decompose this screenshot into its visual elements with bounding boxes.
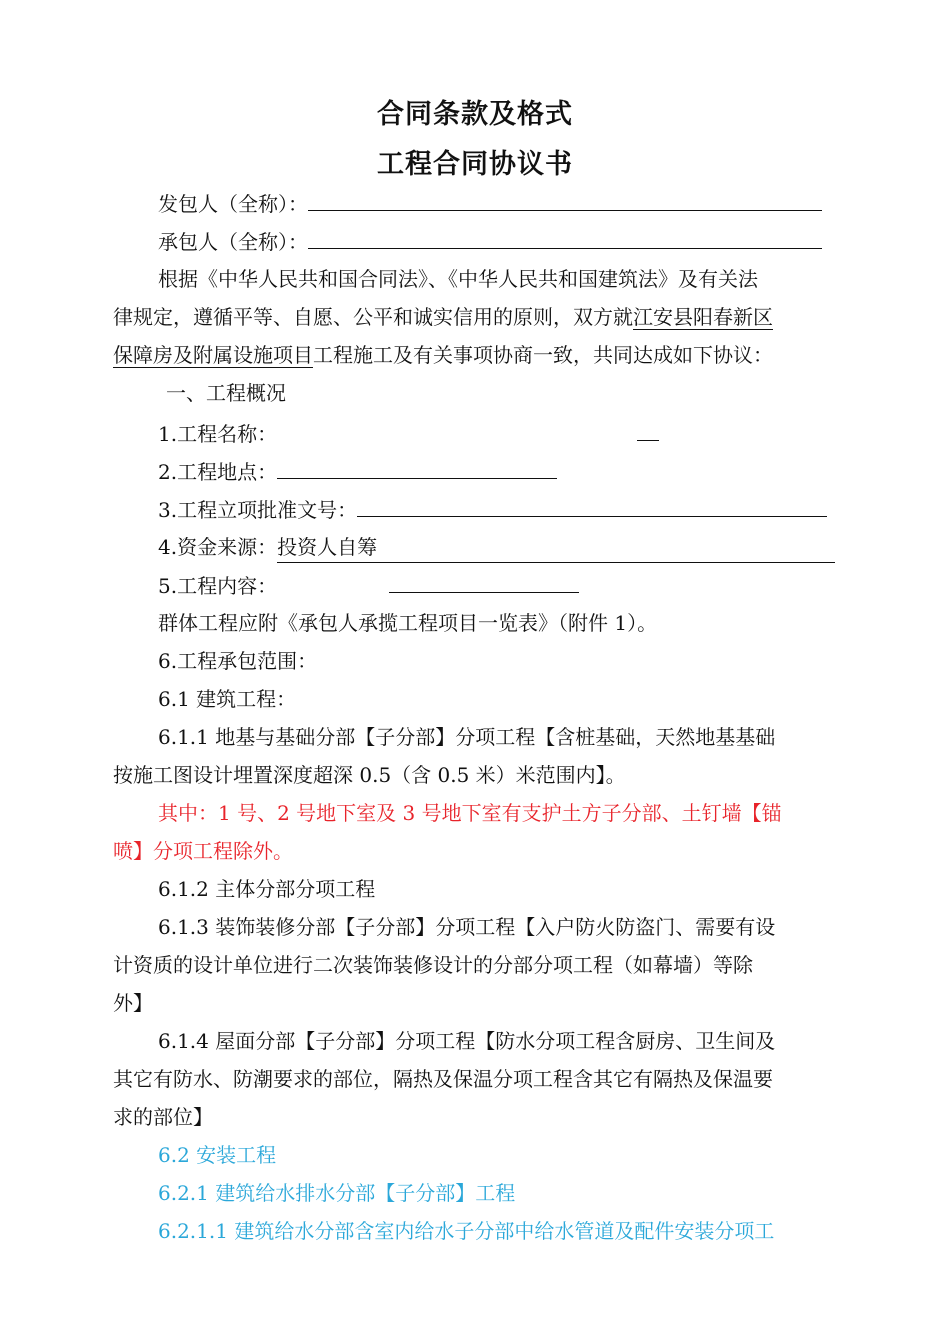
red-note-line2: 喷】分项工程除外。 <box>113 839 293 863</box>
item-label: 5.工程内容： <box>158 574 278 598</box>
clause-6-2-1-1: 6.2.1.1 建筑给水分部含室内给水子分部中给水管道及配件安装分项工 <box>158 1219 775 1243</box>
item-label: 2.工程地点： <box>158 460 278 484</box>
employer-line <box>158 188 878 219</box>
clause-6-1-2: 6.1.2 主体分部分项工程 <box>158 877 376 901</box>
clause-6-1-1-line1: 6.1.1 地基与基础分部【子分部】分项工程【含桩基础，天然地基基础 <box>158 725 776 749</box>
clause-6-2-1: 6.2.1 建筑给水排水分部【子分部】工程 <box>158 1181 516 1205</box>
clause-6-1: 6.1 建筑工程： <box>158 687 297 711</box>
clause-6-1-4-line2: 其它有防水、防潮要求的部位，隔热及保温分项工程含其它有隔热及保温要 <box>113 1067 773 1091</box>
clause-6-1-1-line2: 按施工图设计埋置深度超深 0.5（含 0.5 米）米范围内】。 <box>113 763 626 787</box>
item-label: 1.工程名称： <box>158 422 278 446</box>
item-project-location <box>158 456 878 487</box>
intro-line-3 <box>113 340 873 370</box>
item-approval-number <box>158 494 878 525</box>
item-label: 4.资金来源： <box>158 535 278 559</box>
contractor-label: 承包人（全称）： <box>158 230 308 254</box>
intro-text-end: 工程施工及有关事项协商一致，共同达成如下协议： <box>313 343 773 367</box>
approval-blank <box>357 494 827 517</box>
red-note-line1: 其中：1 号、2 号地下室及 3 号地下室有支护土方子分部、土钉墙【锚 <box>158 801 782 825</box>
contractor-line <box>158 226 878 257</box>
section-heading: 一、工程概况 <box>166 381 286 405</box>
clause-6-1-4-line1: 6.1.4 屋面分部【子分部】分项工程【防水分项工程含厨房、卫生间及 <box>158 1029 776 1053</box>
employer-blank <box>308 188 822 211</box>
project-name-part1: 江安县阳春新区 <box>633 305 773 329</box>
item-funding-source <box>158 532 878 563</box>
item-scope: 6.工程承包范围： <box>158 649 318 673</box>
item-project-name <box>158 418 878 449</box>
group-note: 群体工程应附《承包人承揽工程项目一览表》（附件 1）。 <box>158 611 658 635</box>
funding-value: 投资人自筹 <box>277 532 835 563</box>
intro-line-1: 根据《中华人民共和国合同法》、《中华人民共和国建筑法》及有关法 <box>158 267 758 291</box>
clause-6-1-3-line2: 计资质的设计单位进行二次装饰装修设计的分部分项工程（如幕墙）等除 <box>113 953 753 977</box>
project-name-part2: 保障房及附属设施项目 <box>113 343 313 367</box>
clause-6-1-3-line3: 外】 <box>113 991 153 1015</box>
employer-label: 发包人（全称）： <box>158 192 308 216</box>
intro-text: 律规定，遵循平等、自愿、公平和诚实信用的原则，双方就 <box>113 305 633 329</box>
content-blank <box>389 570 579 593</box>
doc-subtitle: 工程合同协议书 <box>377 149 573 180</box>
clause-6-1-3-line1: 6.1.3 装饰装修分部【子分部】分项工程【入户防火防盗门、需要有设 <box>158 915 776 939</box>
contractor-blank <box>308 226 822 249</box>
name-blank <box>637 418 659 441</box>
item-label: 3.工程立项批准文号： <box>158 498 358 522</box>
clause-6-2: 6.2 安装工程 <box>158 1143 277 1167</box>
item-project-content <box>158 570 878 601</box>
doc-title: 合同条款及格式 <box>377 99 573 130</box>
clause-6-1-4-line3: 求的部位】 <box>113 1105 213 1129</box>
intro-line-2 <box>113 302 873 332</box>
location-blank <box>277 456 557 479</box>
